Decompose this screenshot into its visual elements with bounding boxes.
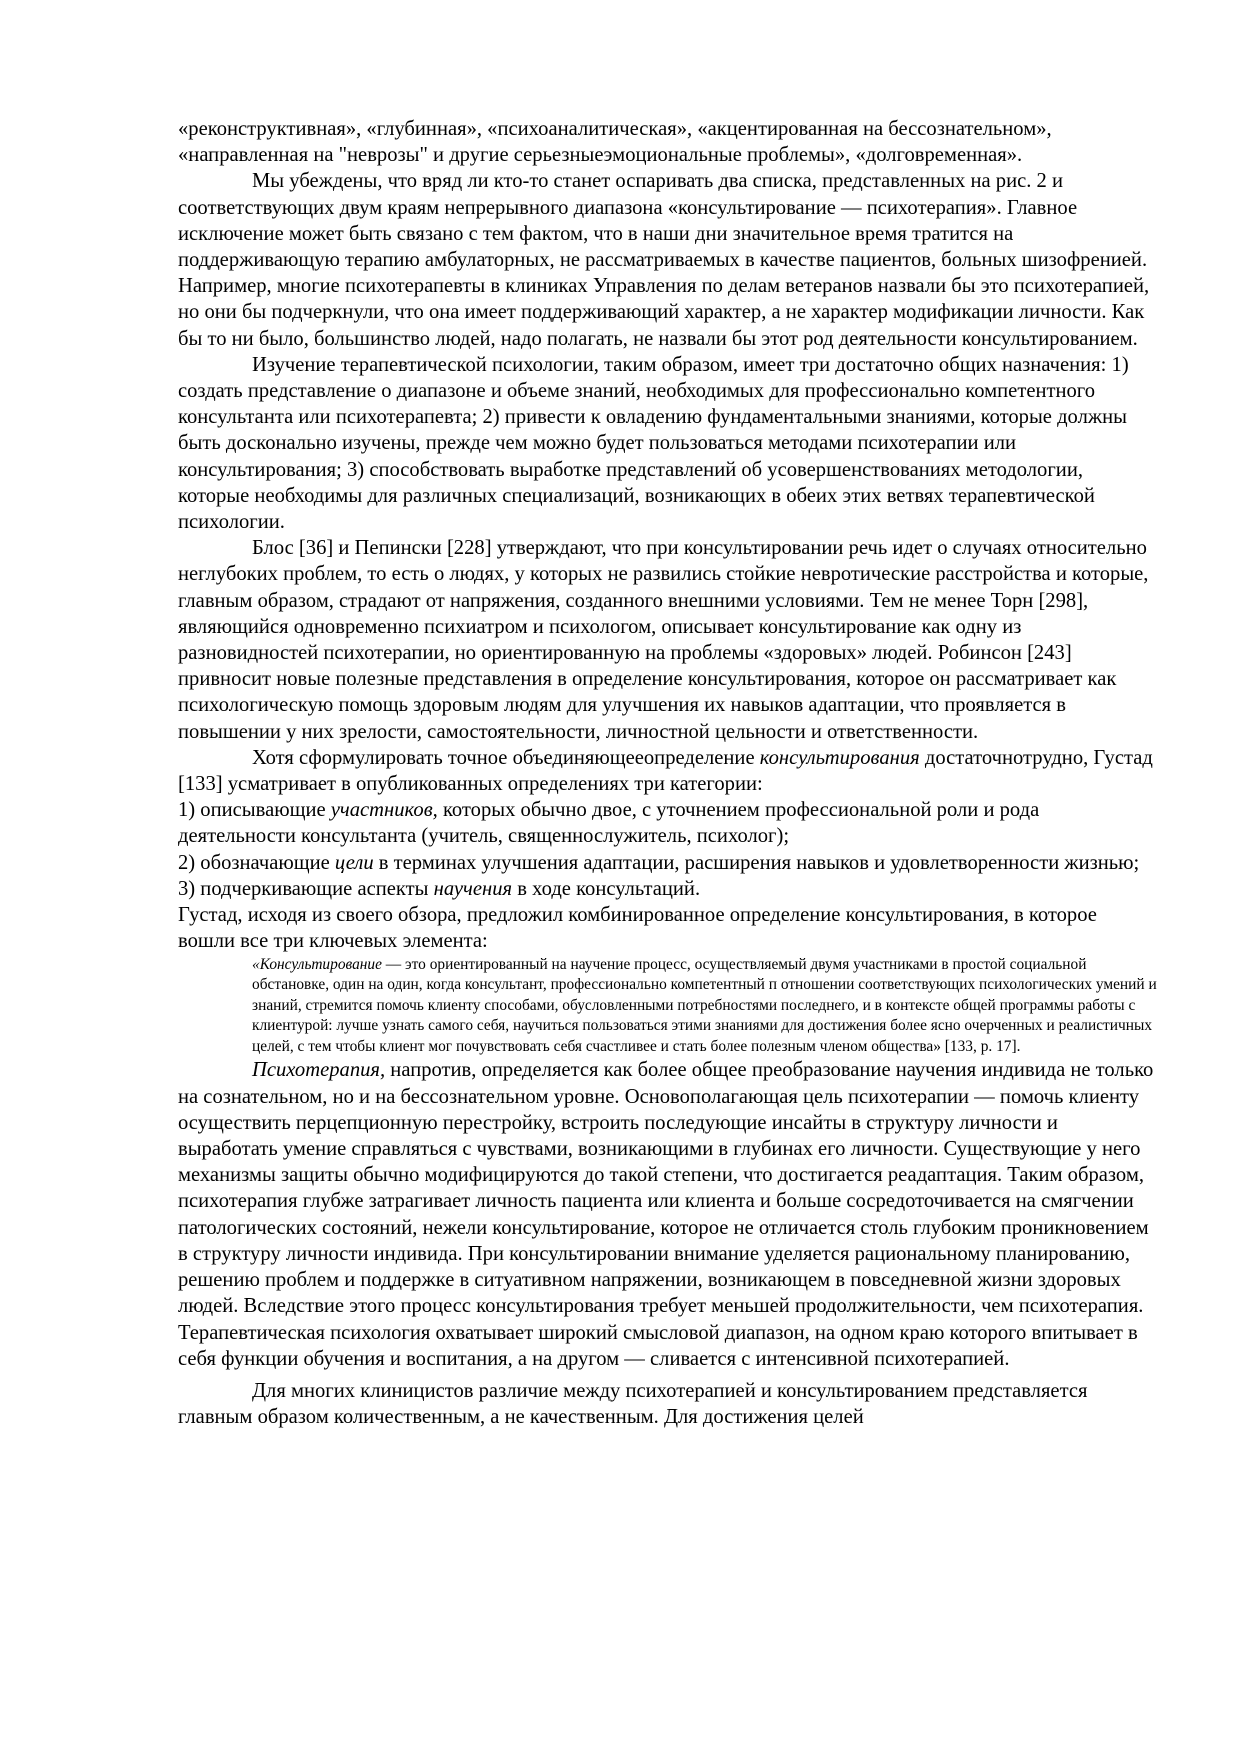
text-segment: в терминах улучшения адаптации, расширения навыков и удовлетворенности жизнью; xyxy=(373,851,1140,874)
italic-term: цели xyxy=(334,851,374,874)
block-quote-definition xyxy=(178,955,1158,1058)
text-segment: 1) описывающие xyxy=(178,799,331,822)
italic-term: Психотерапия, xyxy=(252,1059,386,1082)
paragraph-blos-pepinsky: Блос [36] и Пепински [228] утверждают, что при консультировании речь идет о случаях относительно неглубоких проблем, то есть о людях, у которых не развились стойкие невротические расстройства и которые, главным образом, страдают от напряжения, созданного внешними условиями. Тем не менее Торн [298], являющийся одновременно психиатром и психологом, описывает консультирование как одну из разновидностей психотерапии, но ориентированную на проблемы «здоровых» людей. Робинсон [243] привносит новые полезные представления в определение консультирования, которое он рассматривает как психологическую помощь здоровым людям для улучшения их навыков адаптации, что проявляется в повышении у них зрелости, самостоятельности, личностной цельности и ответственности. xyxy=(178,537,1149,743)
paragraph-intro: «реконструктивная», «глубинная», «психоаналитическая», «акцентированная на бессознательном», «направленная на "неврозы" и другие серьезныеэмоциональные проблемы», «долговременная». xyxy=(178,118,1052,167)
paragraph-clinicians: Для многих клиницистов различие между психотерапией и консультированием представляется главным образом количественным, а не качественным. Для достижения целей xyxy=(178,1379,1088,1429)
italic-term: научения xyxy=(433,877,513,900)
category-item-1 xyxy=(178,797,1158,849)
text-segment: 2) обозначающие xyxy=(178,851,335,874)
text-segment: Хотя сформулировать точное объединяющееопределение xyxy=(252,746,760,769)
italic-term: консультирования xyxy=(759,746,920,769)
text-segment: — это ориентированный на научение процесс, осуществляемый двумя участниками в простой социальной обстановке, один на один, когда консультант, профессионально компетентный п отношении соответствующих психологических умений и знаний, стремится помочь клиенту способами, обусловленными потребностями последнего, и в контексте общей программы работы с клиентурой: лучше узнать самого себя, научиться пользоваться этими знаниями для достижения более ясно очерченных и реалистичных целей, с тем чтобы клиент мог почувствовать себя счастливее и стать более полезным членом общества» [133, р. 17]. xyxy=(252,955,1157,1055)
text-segment: достаточнотрудно, Густад [133] усматривает в опубликованных определениях три категории: xyxy=(178,746,1153,796)
category-item-3 xyxy=(178,876,1158,902)
text-segment: в ходе консультаций. xyxy=(512,877,701,900)
paragraph-definition-intro xyxy=(178,745,1158,797)
text-segment: которых обычно двое, с уточнением профессиональной роли и рода деятельности консультанта (учитель, священнослужитель, психолог); xyxy=(178,799,1040,848)
italic-term: участников, xyxy=(330,799,438,822)
text-segment: напротив, определяется как более общее преобразование научения индивида не только на сознательном, но и на бессознательном уровне. Основополагающая цель психотерапии — помочь клиенту осуществить перцепционную перестройку, встроить последующие инсайты в структуру личности и выработать умение справляться с чувствами, возникающими в глубинах его личности. Существующие у него механизмы защиты обычно модифицируются до такой степени, что достигается реадаптация. Таким образом, психотерапия глубже затрагивает личность пациента или клиента и больше сосредоточивается на смягчении патологических состояний, нежели консультирование, которое не отличается столь глубоким проникновением в структуру личности индивида. При консультировании внимание уделяется рациональному планированию, решению проблем и поддержке в ситуативном напряжении, возникающем в повседневной жизни здоровых людей. Вследствие этого процесс консультирования требует меньшей продолжительности, чем психотерапия. Терапевтическая психология охватывает широкий смысловой диапазон, на одном краю которого впитывает в себя функции обучения и воспитания, а на другом — сливается с интенсивной психотерапией. xyxy=(178,1059,1154,1370)
paragraph-study-purposes: Изучение терапевтической психологии, таким образом, имеет три достаточно общих назначения: 1) создать представление о диапазоне и объеме знаний, необходимых для профессионально компетентного консультанта или психотерапевта; 2) привести к овладению фундаментальными знаниями, которые должны быть досконально изучены, прежде чем можно будет пользоваться методами психотерапии или консультирования; 3) способствовать выработке представлений об усовершенствованиях методологии, которые необходимы для различных специализаций, возникающих в обеих этих ветвях терапевтической психологии. xyxy=(178,353,1129,534)
document-page xyxy=(178,116,1158,1430)
category-item-2 xyxy=(178,850,1158,876)
paragraph-gustad-summary: Густад, исходя из своего обзора, предложил комбинированное определение консультирования, в которое вошли все три ключевых элемента: xyxy=(178,904,1097,953)
paragraph-two-lists: Мы убеждены, что вряд ли кто-то станет оспаривать два списка, представленных на рис. 2 и соответствующих двум краям непрерывного диапазона «консультирование — психотерапия». Главное исключение может быть связано с тем фактом, что в наши дни значительное время тратится на поддерживающую терапию амбулаторных, не рассматриваемых в качестве пациентов, больных шизофренией. Например, многие психотерапевты в клиниках Управления по делам ветеранов назвали бы это психотерапией, но они бы подчеркнули, что она имеет поддерживающий характер, а не характер модификации личности. Как бы то ни было, большинство людей, надо полагать, не назвали бы этот род деятельности консультированием. xyxy=(178,170,1150,350)
italic-term: «Консультирование xyxy=(252,955,382,973)
paragraph-psychotherapy xyxy=(178,1057,1158,1371)
text-segment: 3) подчеркивающие аспекты xyxy=(178,877,434,900)
